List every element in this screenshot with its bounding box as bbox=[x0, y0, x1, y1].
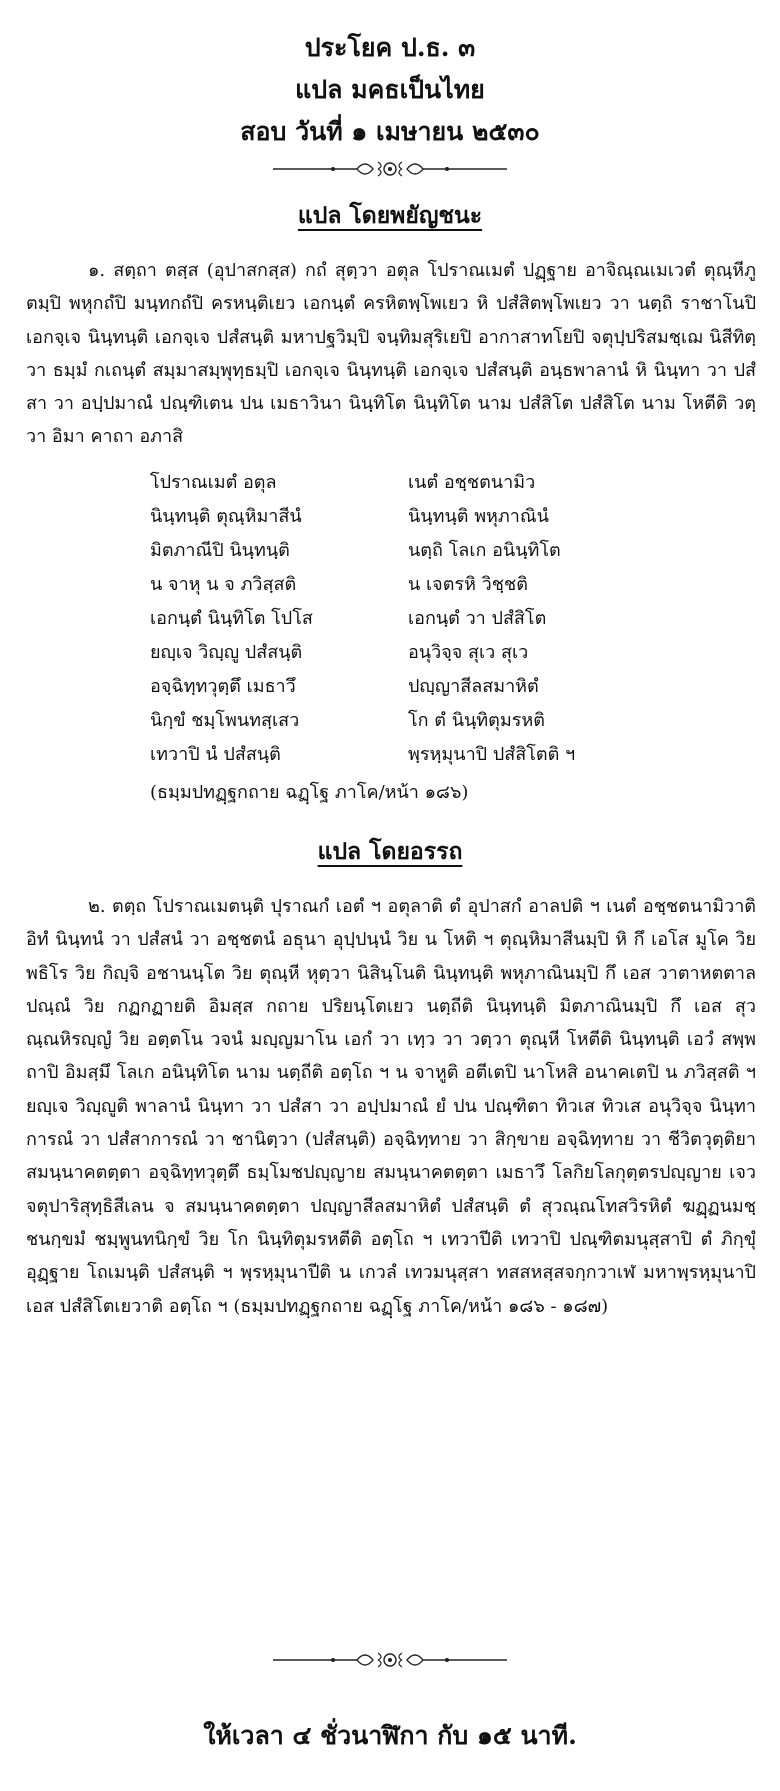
verse-line bbox=[150, 534, 670, 568]
verse-first-half: นินฺทนฺติ ตุณฺหิมาสีนํ bbox=[150, 506, 302, 527]
verse-first-half: เอกนฺตํ นินฺทิโต โปโส bbox=[150, 608, 313, 629]
verse-first-half: เทวาปิ นํ ปสํสนฺติ bbox=[150, 744, 281, 765]
verse-first-half: อจฺฉิทฺทวุตฺตึ เมธาวึ bbox=[150, 676, 296, 697]
verse-line bbox=[150, 670, 670, 704]
verse-second-half: น เจตรหิ วิชฺชติ bbox=[408, 574, 528, 595]
verse-line bbox=[150, 568, 670, 602]
verse-line bbox=[150, 738, 670, 772]
exam-subject: แปล มคธเป็นไทย bbox=[295, 75, 485, 104]
verse-line bbox=[150, 704, 670, 738]
verse-second-half: ปญฺญาสีลสมาหิตํ bbox=[408, 676, 539, 697]
section-heading-literal: แปล โดยพยัญชนะ bbox=[297, 202, 483, 229]
verse-first-half: นิกฺขํ ชมฺโพนทสฺเสว bbox=[150, 710, 300, 731]
passage-2 bbox=[26, 890, 756, 1323]
verse-second-half: อนุวิจฺจ สุเว สุเว bbox=[408, 642, 529, 663]
passage-1 bbox=[26, 254, 756, 454]
verse-second-half: นินฺทนฺติ พหุภาณินํ bbox=[408, 506, 549, 527]
verse-line bbox=[150, 636, 670, 670]
exam-date: สอบ วันที่ ๑ เมษายน ๒๕๓๐ bbox=[240, 117, 540, 146]
passage-1-text: ๑. สตฺถา ตสฺส (อุปาสกสฺส) กถํ สุตฺวา อตุล โปราณเมตํ ปฏฺฐาย อาจิณฺณเมเวตํ ตุณฺหีภูตมฺปิ พหุกถํปิ มนฺทกถํปิ ครหนฺติเยว เอกนฺตํ ครหิตพฺโพเยว หิ ปสํสิตพฺโพเยว วา นตฺถิ ราชาโนปิ เอกจฺเจ นินฺทนฺติ เอกจฺเจ ปสํสนฺติ มหาปฐวิมฺปิ จนฺทิมสุริเยปิ อากาสาทโยปิ จตุปฺปริสมชฺเฌ นิสีทิตฺวา ธมฺมํ กเถนฺตํ สมฺมาสมฺพุทฺธมฺปิ เอกจฺเจ นินฺทนฺติ เอกจฺเจ ปสํสนฺติ อนฺธพาลานํ หิ นินฺทา วา ปสํสา วา อปฺปมาณํ ปณฺฑิเตน ปน เมธาวินา นินฺทิโต นินฺทิโต นาม ปสํสิโต ปสํสิโต นาม โหตีติ วตฺวา อิมา คาถา อภาสิ bbox=[26, 260, 756, 448]
decorative-divider-icon bbox=[265, 154, 515, 184]
time-allowed: ให้เวลา ๔ ชั่วนาฬิกา กับ ๑๕ นาที. bbox=[203, 1721, 577, 1750]
verse-first-half: ยญฺเจ วิญฺญู ปสํสนฺติ bbox=[150, 642, 303, 663]
section-heading-meaning: แปล โดยอรรถ bbox=[317, 838, 463, 865]
verse-second-half: เนตํ อชฺชตนามิว bbox=[408, 472, 536, 493]
verse-first-half: น จาหุ น จ ภวิสฺสติ bbox=[150, 574, 297, 595]
verse-second-half: เอกนฺตํ วา ปสํสิโต bbox=[408, 608, 547, 629]
verse-line bbox=[150, 602, 670, 636]
verse-line bbox=[150, 466, 670, 500]
citation-1: (ธมฺมปทฏฺฐกถาย ฉฏฺโฐ ภาโค/หน้า ๑๘๖) bbox=[150, 782, 469, 803]
verse-first-half: มิตภาณีปิ นินฺทนฺติ bbox=[150, 540, 290, 561]
verse-first-half: โปราณเมตํ อตุล bbox=[150, 472, 277, 493]
verse-second-half: นตฺถิ โลเก อนินฺทิโต bbox=[408, 540, 561, 561]
passage-2-text: ๒. ตตฺถ โปราณเมตนฺติ ปุราณกํ เอตํ ฯ อตุลาติ ตํ อุปาสกํ อาลปติ ฯ เนตํ อชฺชตนามิวาติ อิทํ นินฺทนํ วา ปสํสนํ วา อชฺชตนํ อธุนา อุปฺปนฺนํ วิย น โหติ ฯ ตุณฺหิมาสีนมฺปิ หิ กึ เอโส มูโค วิย พธิโร วิย กิญฺจิ อชานนฺโต วิย ตุณฺหี หุตฺวา นิสินฺโนติ นินฺทนฺติ พหุภาณินมฺปิ กึ เอส วาตาหตตาลปณฺณํ วิย กฏกฏายติ อิมสฺส กถาย ปริยนฺโตเยว นตฺถีติ นินฺทนฺติ มิตภาณินมฺปิ กึ เอส สุวณฺณหิรญฺญํ วิย อตฺตโน วจนํ มญฺญมาโน เอกํ วา เทฺว วา วตฺวา ตุณฺหี โหตีติ นินฺทนฺติ เอวํ สพฺพถาปิ อิมสฺมึ โลเก อนินฺทิโต นาม นตฺถีติ อตฺโถ ฯ น จาหูติ อตีเตปิ นาโหสิ อนาคเตปิ น ภวิสฺสติ ฯ ยญฺเจ วิญฺญูติ พาลานํ นินฺทา วา ปสํสา วา อปฺปมาณํ ยํ ปน ปณฺฑิตา ทิวเส ทิวเส อนุวิจฺจ นินฺทาการณํ วา ปสํสาการณํ วา ชานิตฺวา (ปสํสนฺติ) อจฺฉิทฺทาย วา สิกฺขาย อจฺฉิทฺทาย วา ชีวิตวุตฺติยา สมนฺนาคตตฺตา อจฺฉิทฺทวุตฺตึ ธมฺโมชปญฺญาย สมนฺนาคตตฺตา เมธาวึ โลกิยโลกุตฺตรปญฺญาย เจว จตุปาริสุทฺธิสีเลน จ สมนฺนาคตตฺตา ปญฺญาสีลสมาหิตํ ปสํสนฺติ ตํ สุวณฺณโทสวิรหิตํ ฆฏฺฏนมชฺชนกฺขมํ ชมฺพูนทนิกฺขํ วิย โก นินฺทิตุมรหตีติ อตฺโถ ฯ เทวาปีติ เทวาปิ ปณฺฑิตมนุสฺสาปิ ตํ ภิกฺขุํ อุฏฺฐาย โถเมนฺติ ปสํสนฺติ ฯ พฺรหฺมุนาปีติ น เกวลํ เทวมนุสฺสา ทสสหสฺสจกฺกวาเฬ มหาพฺรหฺมุนาปิ เอส ปสํสิโตเยวาติ อตฺโถ ฯ (ธมฺมปทฏฺฐกถาย ฉฏฺโฐ ภาโค/หน้า ๑๘๖ - ๑๘๗) bbox=[26, 896, 756, 1317]
verse-second-half: โก ตํ นินฺทิตุมรหติ bbox=[408, 710, 545, 731]
exam-title: ประโยค ป.ธ. ๓ bbox=[304, 33, 476, 62]
verse-block bbox=[150, 466, 670, 772]
verse-second-half: พฺรหฺมุนาปิ ปสํสิโตติ ฯ bbox=[408, 744, 576, 765]
verse-line bbox=[150, 500, 670, 534]
decorative-divider-icon bbox=[265, 1645, 515, 1675]
